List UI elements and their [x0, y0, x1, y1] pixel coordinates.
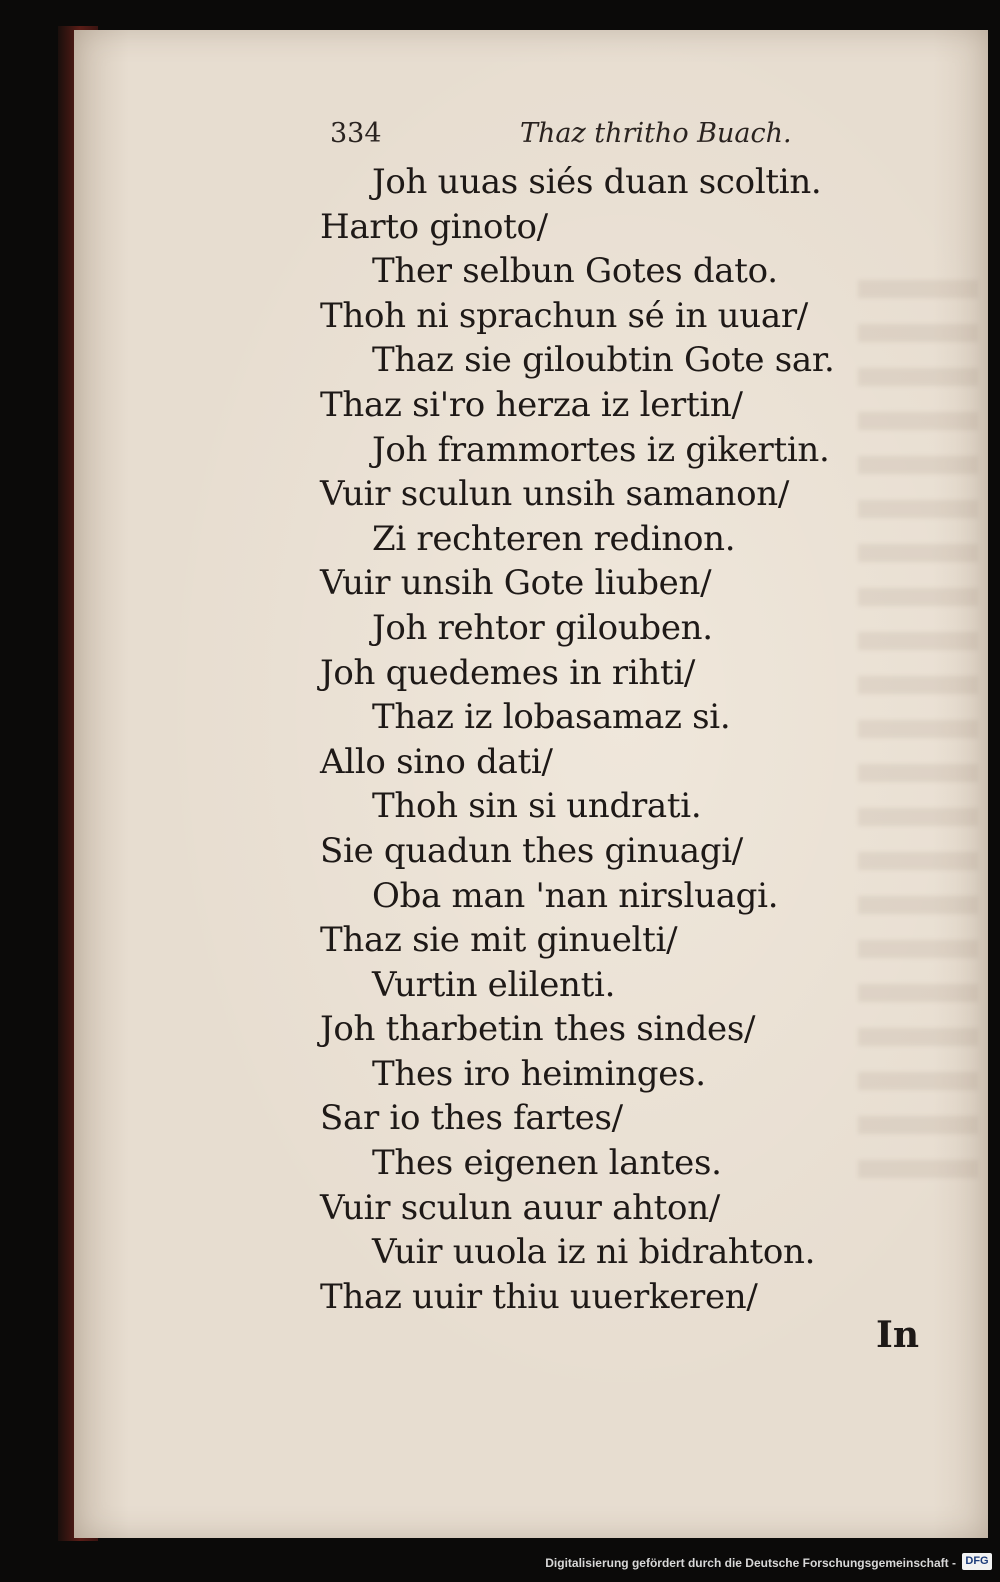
verse-line: Thaz si'ro herza iz lertin/ — [320, 384, 743, 425]
verse-line: Thaz sie giloubtin Gote sar. — [372, 340, 835, 381]
verse-line: Ther selbun Gotes dato. — [372, 251, 778, 292]
verse-line: Vuir sculun unsih samanon/ — [320, 474, 790, 515]
verse-line: Thaz iz lobasamaz si. — [372, 697, 731, 738]
page-header — [330, 118, 830, 158]
footer-bar — [0, 1550, 1000, 1582]
verse-line: Joh uuas siés duan scoltin. — [372, 162, 822, 202]
verse-line: Sar io thes fartes/ — [320, 1098, 623, 1139]
verse-line: Thaz sie mit ginuelti/ — [320, 920, 678, 961]
verse-line: Joh rehtor gilouben. — [372, 607, 713, 648]
verse-line: Thoh sin si undrati. — [372, 786, 702, 827]
verse-line: Harto ginoto/ — [320, 206, 548, 247]
verse-line: Vuir sculun auur ahton/ — [320, 1187, 720, 1228]
verse-line: Joh quedemes in rihti/ — [320, 652, 696, 693]
verse-line: Thes iro heiminges. — [372, 1053, 706, 1094]
verse-line: Thes eigenen lantes. — [372, 1143, 722, 1184]
verse-line: Zi rechteren redinon. — [372, 518, 736, 559]
verse-line: Sie quadun thes ginuagi/ — [320, 830, 743, 871]
running-title: Thaz thritho Buach. — [520, 118, 792, 149]
verse-line: Vurtin elilenti. — [372, 964, 616, 1005]
verse-line: Oba man 'nan nirsluagi. — [372, 875, 779, 916]
page-number: 334 — [330, 118, 382, 149]
verse-line: Joh frammortes iz gikertin. — [372, 429, 830, 470]
verse-line: Allo sino dati/ — [320, 741, 553, 782]
verse-line: Vuir uuola iz ni bidrahton. — [372, 1232, 816, 1273]
verse-line: Thoh ni sprachun sé in uuar/ — [320, 295, 808, 336]
funding-credit: Digitalisierung gefördert durch die Deutsche Forschungsgemeinschaft - — [545, 1556, 956, 1570]
verse-line: Joh tharbetin thes sindes/ — [320, 1009, 756, 1050]
verse-list — [320, 160, 940, 1319]
verse-line: Vuir unsih Gote liuben/ — [320, 563, 712, 604]
dfg-logo-icon: DFG — [962, 1553, 992, 1570]
catchword: In — [876, 1314, 920, 1356]
verse-line: Thaz uuir thiu uuerkeren/ — [320, 1276, 758, 1317]
